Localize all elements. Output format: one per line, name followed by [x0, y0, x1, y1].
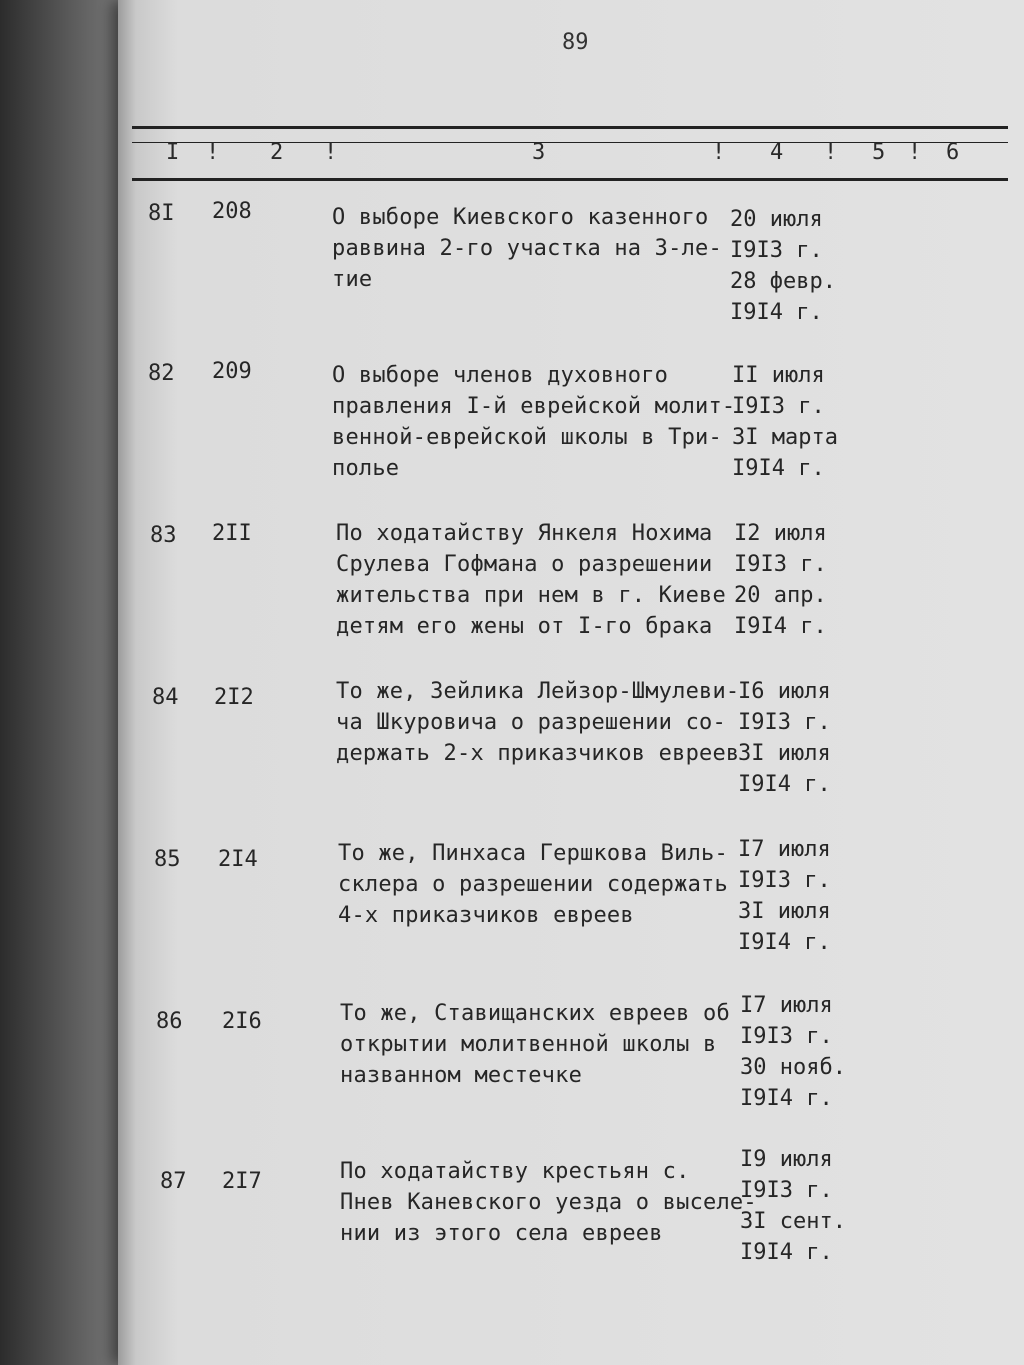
- entry-subject: То же, Ставищанских евреев об открытии молитвенной школы в названном местечке: [340, 1001, 730, 1088]
- entry-subject: По ходатайству Янкеля Нохима Срулева Гофмана о разрешении жительства при нем в г. Киеве детям его жены от I-го брака: [336, 521, 726, 639]
- entry-subject: По ходатайству крестьян с. Пнев Каневского уезда о выселе- нии из этого села евреев: [340, 1159, 757, 1246]
- entry-number: 87: [160, 1169, 187, 1194]
- entry-dates: I7 июля I9I3 г. 30 нояб. I9I4 г.: [740, 993, 846, 1111]
- binding-fold: [0, 0, 118, 1365]
- header-separator: !: [206, 140, 220, 165]
- header-bottom-rule: [132, 178, 1008, 181]
- entry-number: 8I: [148, 201, 175, 226]
- file-number: 2II: [212, 521, 252, 546]
- file-number: 2I2: [214, 685, 254, 710]
- entry-subject: То же, Пинхаса Гершкова Виль- склера о разрешении содержать 4-х приказчиков евреев: [338, 841, 728, 928]
- file-number: 208: [212, 199, 252, 224]
- entry-dates: I9 июля I9I3 г. 3I сент. I9I4 г.: [740, 1147, 846, 1265]
- entry-number: 85: [154, 847, 181, 872]
- header-separator: !: [908, 140, 922, 165]
- entry-subject: О выборе Киевского казенного раввина 2-го участка на 3-ле- тие: [332, 205, 722, 292]
- entry-dates: 20 июля I9I3 г. 28 февр. I9I4 г.: [730, 207, 836, 325]
- header-separator: !: [324, 140, 338, 165]
- header-col-3: 3: [532, 140, 546, 165]
- header-top-rule: [132, 126, 1008, 129]
- header-separator: !: [824, 140, 838, 165]
- header-col-1: I: [166, 140, 180, 165]
- entry-number: 83: [150, 523, 177, 548]
- entry-number: 84: [152, 685, 179, 710]
- entry-subject: То же, Зейлика Лейзор-Шмулеви- ча Шкуровича о разрешении со- держать 2-х приказчиков евреев: [336, 679, 740, 766]
- entry-number: 82: [148, 361, 175, 386]
- entry-dates: I7 июля I9I3 г. 3I июля I9I4 г.: [738, 837, 831, 955]
- file-number: 2I4: [218, 847, 258, 872]
- entry-dates: II июля I9I3 г. 3I марта I9I4 г.: [732, 363, 838, 481]
- page-number: 89: [562, 30, 589, 55]
- entry-dates: I2 июля I9I3 г. 20 апр. I9I4 г.: [734, 521, 827, 639]
- header-col-2: 2: [270, 140, 284, 165]
- entry-subject: О выборе членов духовного правления I-й еврейской молит- венной-еврейской школы в Три- полье: [332, 363, 736, 481]
- file-number: 2I6: [222, 1009, 262, 1034]
- header-col-5: 5: [872, 140, 886, 165]
- file-number: 2I7: [222, 1169, 262, 1194]
- entry-dates: I6 июля I9I3 г. 3I июля I9I4 г.: [738, 679, 831, 797]
- entry-number: 86: [156, 1009, 183, 1034]
- header-col-6: 6: [946, 140, 960, 165]
- header-separator: !: [712, 140, 726, 165]
- file-number: 209: [212, 359, 252, 384]
- header-col-4: 4: [770, 140, 784, 165]
